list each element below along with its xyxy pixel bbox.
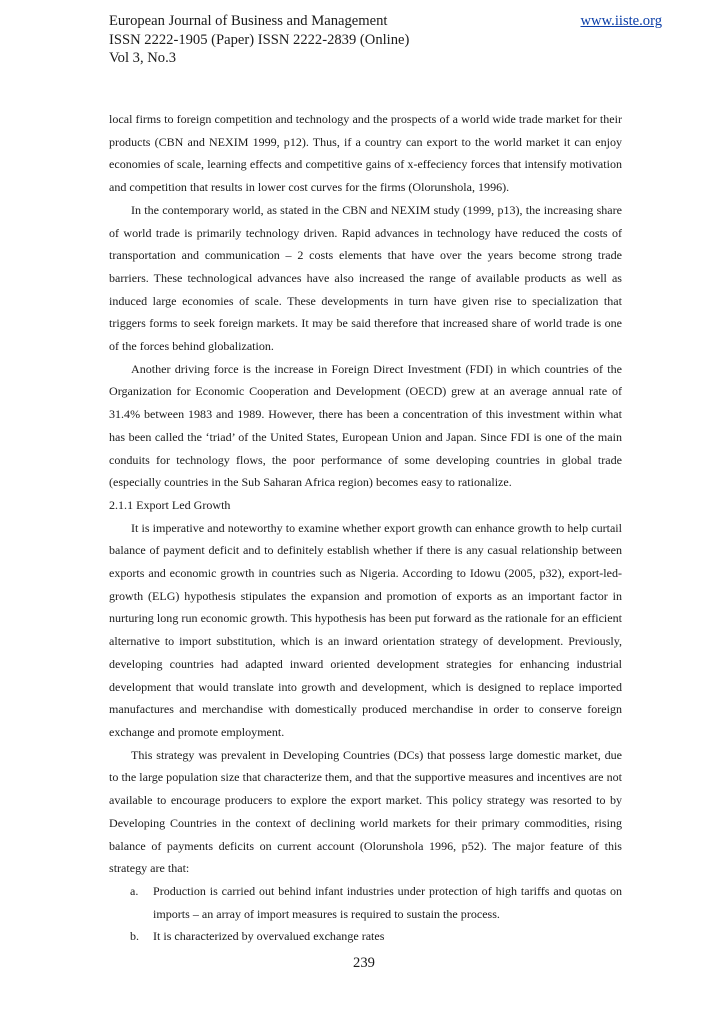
journal-title: European Journal of Business and Management: [109, 13, 388, 29]
list-marker: b.: [130, 929, 140, 944]
header-row: [109, 12, 662, 31]
paragraph-4: It is imperative and noteworthy to examine whether export growth can enhance growth to help curtail balance of payment deficit and to definitely establish whether if there is any casual relationship between exports and economic growth in countries such as Nigeria. According to Idowu (2005, p32), export-led-growth (ELG) hypothesis stipulates the expansion and promotion of exports as an important factor in nurturing long run economic growth. This hypothesis has been put forward as the rationale for an efficient alternative to import substitution, which is an inward orientation strategy of development. Previously, developing countries had adapted inward oriented development strategies for enhancing industrial development that would translate into growth and development, which is designed to replace imported manufactures and merchandise with domestically produced merchandise in order to conserve foreign exchange and promote employment.: [109, 520, 622, 739]
paragraph-5: This strategy was prevalent in Developing Countries (DCs) that possess large domestic market, due to the large population size that characterize them, and that the supportive measures and incentives are not available to encourage producers to explore the export market. This policy strategy was resorted to by Developing Countries in the context of declining world markets for their primary commodities, rising balance of payments deficits on current account (Olorunshola 1996, p52). The major feature of this strategy are that:: [109, 747, 622, 876]
page-header: [109, 12, 662, 68]
issn-line: ISSN 2222-1905 (Paper) ISSN 2222-2839 (Online): [109, 31, 410, 48]
list-item-text: Production is carried out behind infant industries under protection of high tariffs and quotas on imports – an array of import measures is required to sustain the process.: [153, 883, 622, 921]
paragraph-3: Another driving force is the increase in Foreign Direct Investment (FDI) in which countries of the Organization for Economic Cooperation and Development (OECD) grew at an average annual rate of 31.4% between 1983 and 1989. However, there has been a concentration of this investment within what has been called the ‘triad’ of the United States, European Union and Japan. Since FDI is one of the main conduits for technology flows, the poor performance of some developing countries in global trade (especially countries in the Sub Saharan Africa region) becomes easy to rationalize.: [109, 361, 622, 490]
list-item-text: It is characterized by overvalued exchange rates: [153, 929, 385, 944]
journal-url-link[interactable]: www.iiste.org: [580, 13, 662, 29]
paragraph-1: local firms to foreign competition and technology and the prospects of a world wide trade market for their products (CBN and NEXIM 1999, p12). Thus, if a country can export to the world market it can enjoy economies of scale, learning effects and competitive gains of x-effeciency forces that intensify motivation and competition that results in lower cost curves for the firms (Olorunshola, 1996).: [109, 112, 622, 195]
page-number: 239: [353, 955, 375, 971]
body-text: [109, 108, 622, 948]
list-marker: a.: [130, 883, 139, 898]
list-item: [109, 925, 622, 948]
feature-list: [109, 880, 622, 948]
paragraph-2: In the contemporary world, as stated in the CBN and NEXIM study (1999, p13), the increasing share of world trade is primarily technology driven. Rapid advances in technology have reduced the costs of transportation and communication – 2 costs elements that have over the years become strong trade barriers. These technological advances have also increased the range of available products as well as induced large economies of scale. These developments in turn have given rise to specialization that triggers forms to seek foreign markets. It may be said therefore that increased share of world trade is one of the forces behind globalization.: [109, 202, 622, 354]
volume-line: Vol 3, No.3: [109, 50, 177, 66]
list-item: [109, 880, 622, 925]
section-heading: 2.1.1 Export Led Growth: [109, 497, 231, 512]
